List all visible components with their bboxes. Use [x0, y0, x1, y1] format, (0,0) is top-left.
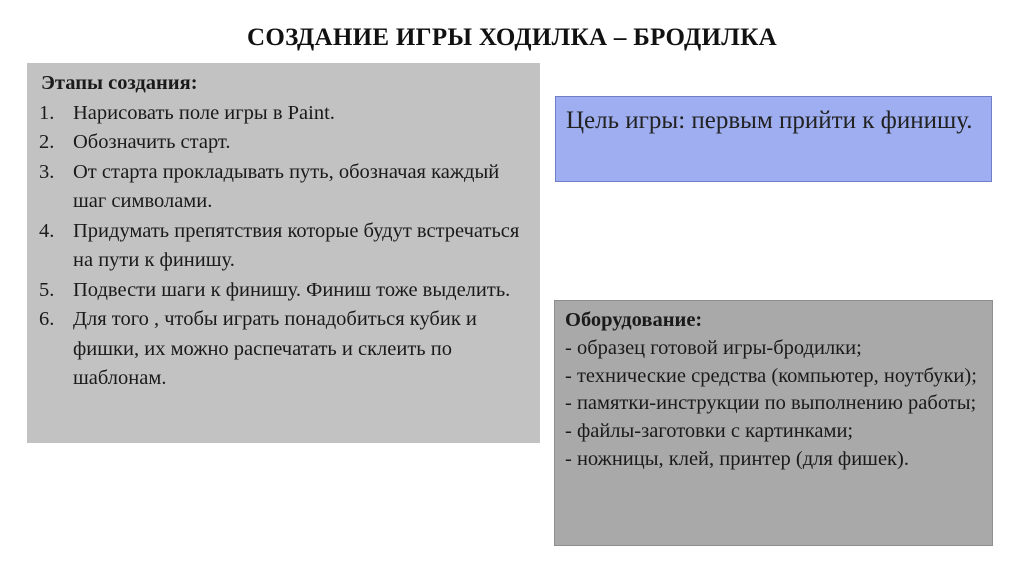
equipment-item: - памятки-инструкции по выполнению работы;	[565, 392, 977, 415]
stage-number: 6.	[39, 308, 55, 330]
stage-item	[37, 158, 530, 217]
stage-number: 5.	[39, 278, 55, 301]
stage-text: Подвести шаги к финишу. Финиш тоже выделить.	[73, 278, 511, 301]
stage-text: Для того , чтобы играть понадобиться кубик и фишки, их можно распечатать и склеить по шаблонам.	[73, 308, 477, 389]
stage-text: От старта прокладывать путь, обозначая каждый шаг символами.	[73, 160, 500, 212]
stage-text: Обозначить старт.	[73, 131, 231, 153]
stage-number: 2.	[39, 131, 55, 153]
equipment-box	[554, 300, 993, 546]
stage-number: 1.	[39, 101, 55, 124]
stages-box	[27, 63, 540, 443]
stage-item	[37, 217, 530, 276]
equipment-item: - технические средства (компьютер, ноутбуки);	[565, 364, 977, 387]
equipment-heading: Оборудование:	[565, 309, 703, 331]
slide-title: СОЗДАНИЕ ИГРЫ ХОДИЛКА – БРОДИЛКА	[246, 24, 777, 51]
equipment-item: - ножницы, клей, принтер (для фишек).	[565, 447, 909, 470]
stage-item	[37, 305, 530, 394]
stage-item	[37, 128, 530, 158]
equipment-list	[565, 335, 983, 474]
stage-item	[37, 99, 530, 129]
stages-heading: Этапы создания:	[41, 72, 198, 94]
goal-box	[555, 96, 992, 182]
stage-text: Придумать препятствия которые будут встречаться на пути к финишу.	[73, 219, 520, 271]
stage-item	[37, 276, 530, 306]
stages-list	[37, 99, 530, 394]
equipment-item: - файлы-заготовки с картинками;	[565, 420, 854, 443]
stage-text: Нарисовать поле игры в Paint.	[73, 101, 335, 124]
stage-number: 4.	[39, 219, 55, 242]
stage-number: 3.	[39, 160, 55, 183]
equipment-item: - образец готовой игры-бродилки;	[565, 336, 862, 359]
goal-text: Цель игры: первым прийти к финишу.	[566, 107, 973, 134]
